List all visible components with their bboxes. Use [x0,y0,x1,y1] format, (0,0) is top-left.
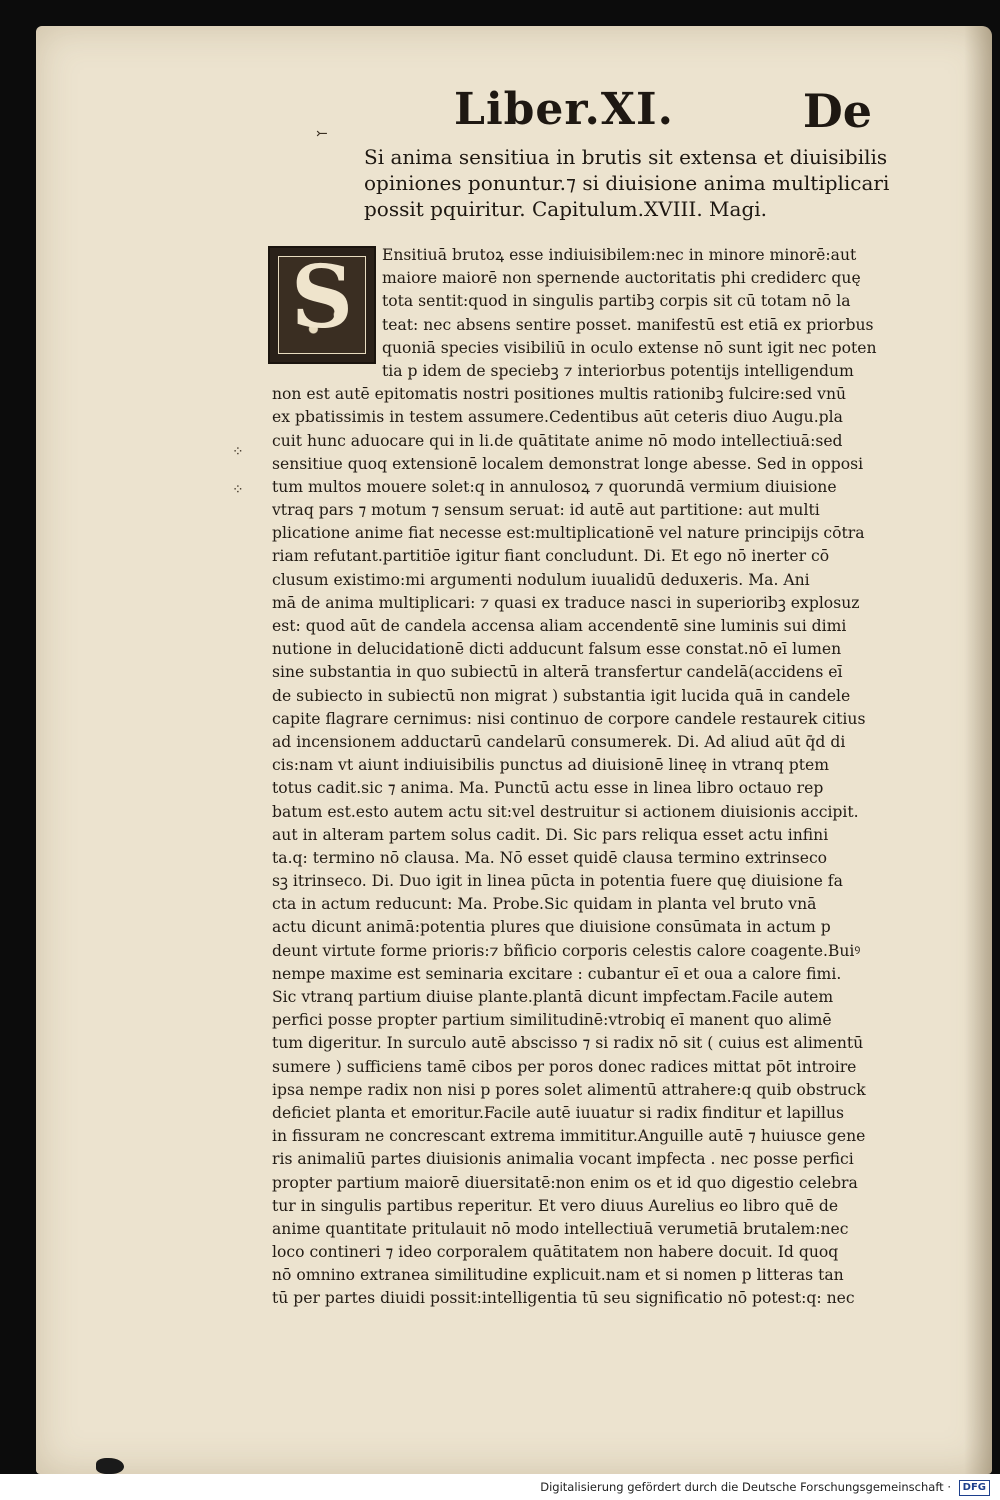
body-line: ex pbatissimis in testem assumere.Cedentibus aūt ceteris diuo Augu.pla [272,408,843,427]
body-line: mā de anima multiplicari: ⁊ quasi ex traduce nasci in superioribꝫ explosuz [272,593,860,612]
body-line: clusum existimo:mi argumenti nodulum iuualidū deduxeris. Ma. Ani [272,570,810,589]
body-line: batum est.esto autem actu sit:vel destruitur si actionem diuisionis accipit. [272,802,859,821]
margin-mark: ⁘ [232,482,244,498]
body-line: tum digeritur. In surculo autē abscisso ⁊ si radix nō sit ( cuius est alimentū [272,1034,864,1053]
body-line: perfici posse propter partium similitudinē:vtrobiq eī manent quo alimē [272,1011,832,1030]
running-header-catchword: De [802,84,872,138]
body-line: cta in actum reducunt: Ma. Probe.Sic quidam in planta vel bruto vnā [272,895,817,914]
chapter-heading-line: Si anima sensitiua in brutis sit extensa et diuisibilis [364,145,888,169]
body-line: nempe maxime est seminaria excitare : cubantur eī et oua a calore fimi. [272,964,842,983]
page-spine-shadow [964,26,992,1474]
body-line: de subiecto in subiectū non migrat ) substantia igit lucida quā in candele [272,686,851,705]
body-line: nō omnino extranea similitudine explicuit.nam et si nomen p litteras tan [272,1266,844,1285]
body-line: riam refutant.partitiōe igitur fiant concludunt. Di. Et ego nō inerter cō [272,547,830,566]
dfg-logo: DFG [959,1480,990,1496]
header-pointer-mark: ⤚ [316,126,328,142]
body-line: deficiet planta et emoritur.Facile autē iuuatur si radix finditur et lapillus [272,1103,845,1122]
body-line: aut in alteram partem solus cadit. Di. Sic pars reliqua esset actu infini [272,825,829,844]
running-header-book: Liber.XI. [454,84,674,135]
margin-mark: ⁘ [232,444,244,460]
body-line: ipsa nempe radix non nisi p pores solet alimentū attrahere:q quib obstruck [272,1080,866,1099]
body-line: actu dicunt animā:potentia plures que diuisione consūmata in actum p [272,918,831,937]
body-line: est: quod aūt de candela accensa aliam accendentē sine luminis sui dimi [272,617,847,635]
body-line: plicatione anime fiat necesse est:multiplicationē vel nature principijs cōtra [272,524,865,543]
body-line: in fissuram ne concrescant extrema immititur.Anguille autē ⁊ huiusce gene [272,1127,866,1146]
initial-letter: S [290,247,354,348]
body-line: tur in singulis partibus reperitur. Et vero diuus Aurelius eo libro quē de [272,1196,839,1215]
footer-credit: Digitalisierung gefördert durch die Deutsche Forschungsgemeinschaft · [540,1480,951,1494]
body-line: teat: nec absens sentire posset. manifestū est etiā ex priorbus [382,315,874,334]
body-line: tia p idem de speciebꝫ ⁊ interiorbus potentijs intelligendum [382,361,854,380]
body-line: loco contineri ⁊ ideo corporalem quātitatem non habere docuit. Id quoq [272,1243,839,1262]
body-line: totus cadit.sic ⁊ anima. Ma. Punctū actu esse in linea libro octauo rep [272,779,824,798]
body-line: Ensitiuā brutoꝝ esse indiuisibilem:nec in minore minorē:aut [382,246,857,264]
body-line: tum multos mouere solet:q in annulosoꝝ ⁊ quorundā vermium diuisione [272,477,837,496]
body-text [272,244,962,1311]
body-line: vtraq pars ⁊ motum ⁊ sensum seruat: id autē aut partitione: aut multi [272,501,820,520]
body-line: propter partium maiorē diuersitatē:non enim os et id quo digestio celebra [272,1173,858,1192]
body-line: Sic vtranq partium diuise plante.plantā dicunt impfectam.Facile autem [272,988,834,1006]
body-line: sumere ) sufficiens tamē cibos per poros donec radices mittat pōt introire [272,1057,857,1076]
ink-blot [96,1458,124,1474]
body-line: non est autē epitomatis nostri positiones multis rationibꝫ fulcire:sed vnū [272,385,847,404]
body-line: nutione in delucidationē dicti adducunt falsum esse constat.nō eī lumen [272,640,842,659]
body-line: deunt virtute forme prioris:⁊ bñficio corporis celestis calore coagente.Buiꝰ [272,941,861,960]
body-line: sꝫ itrinseco. Di. Duo igit in linea pūcta in potentia fuere quę diuisione fa [272,872,843,891]
digitization-footer [0,1474,1000,1500]
book-page [36,26,992,1474]
body-line: sine substantia in quo subiectū in alterā transfertur candelā(accidens eī [272,663,843,682]
body-line: maiore maiorē non spernende auctoritatis phi crediderc quę [382,269,861,288]
body-line: quoniā species visibiliū in oculo extense nō sunt igit nec poten [382,338,877,357]
body-line: cuit hunc aduocare qui in li.de quātitate anime nō modo intellectiuā:sed [272,431,843,450]
chapter-heading-line: opiniones ponuntur.⁊ si diuisione anima multiplicari [364,171,890,195]
body-line: tū per partes diuidi possit:intelligentia tū seu significatio nō potest:q: nec [272,1289,855,1308]
body-line: anime quantitate pritulauit nō modo intellectiuā verumetiā brutalem:nec [272,1219,849,1238]
chapter-heading-line: possit pquiritur. Capitulum.XVIII. Magi. [364,197,767,221]
body-line: capite flagrare cernimus: nisi continuo de corpore candele restaurek citius [272,709,866,728]
body-line: ad incensionem adductarū candelarū consumerek. Di. Ad aliud aūt q̄d di [272,732,846,751]
body-line: cis:nam vt aiunt indiuisibilis punctus ad diuisionē lineę in vtranq ptem [272,756,830,775]
body-line: ris animaliū partes diuisionis animalia vocant impfecta . nec posse perfici [272,1150,854,1169]
body-line: tota sentit:quod in singulis partibꝫ corpis sit cū totam nō la [382,292,851,311]
body-line: sensitiue quoq extensionē localem demonstrat longe abesse. Sed in opposi [272,454,864,473]
chapter-heading [364,144,944,222]
body-line: ta.q: termino nō clausa. Ma. Nō esset quidē clausa termino extrinseco [272,848,828,867]
